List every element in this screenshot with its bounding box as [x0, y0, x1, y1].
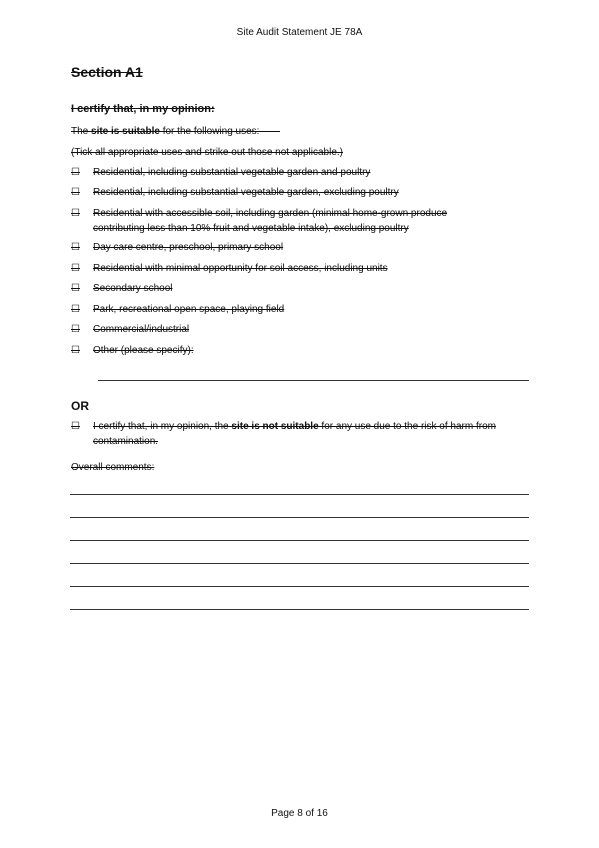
checkbox-icon[interactable]: ☐	[71, 324, 80, 335]
use-option-5[interactable]	[71, 261, 531, 276]
checkbox-icon[interactable]: ☐	[71, 304, 80, 315]
not-suitable-prefix: I certify that, in my opinion, the	[93, 421, 232, 432]
use-option-label: Commercial/industrial	[93, 324, 190, 335]
use-option-6[interactable]	[71, 281, 531, 296]
certify-heading	[71, 103, 215, 115]
not-suitable-option[interactable]	[71, 419, 521, 449]
comment-line[interactable]	[70, 586, 529, 587]
comment-line[interactable]	[70, 609, 529, 610]
not-suitable-label	[93, 419, 521, 449]
use-option-label: Day care centre, preschool, primary school	[93, 242, 284, 253]
use-option-label: Residential, including substantial vegetable garden and poultry	[93, 167, 371, 178]
checkbox-icon[interactable]: ☐	[71, 242, 80, 253]
page-number: Page 8 of 16	[271, 808, 328, 819]
checkbox-icon[interactable]: ☐	[71, 208, 80, 219]
or-label: OR	[71, 399, 89, 413]
comment-line[interactable]	[70, 563, 529, 564]
comments-label: Overall comments:	[71, 462, 155, 473]
use-option-label: Residential with minimal opportunity for soil access, including units	[93, 263, 388, 274]
instruction-text: (Tick all appropriate uses and strike out those not applicable.)	[71, 147, 343, 158]
use-option-7[interactable]	[71, 302, 531, 317]
intro-strike-line	[71, 131, 280, 132]
use-option-label: Park, recreational open space, playing field	[93, 304, 285, 315]
certify-heading-text: I certify that, in my opinion:	[71, 103, 215, 115]
use-option-1[interactable]	[71, 165, 531, 180]
use-option-label: Residential, including substantial vegetable garden, excluding poultry	[93, 187, 399, 198]
other-specify-field[interactable]	[98, 380, 529, 381]
use-option-3[interactable]	[71, 206, 501, 236]
checkbox-icon[interactable]: ☐	[71, 167, 80, 178]
suitable-intro-prefix: The	[71, 126, 92, 137]
suitable-intro-bold: site is suitable	[91, 126, 160, 137]
suitable-intro-suffix: for the following uses:	[159, 126, 260, 137]
checkbox-icon[interactable]: ☐	[71, 263, 80, 274]
use-option-label: Other (please specify):	[93, 345, 194, 356]
use-option-9[interactable]	[71, 343, 531, 358]
comment-line[interactable]	[70, 494, 529, 495]
checkbox-icon[interactable]: ☐	[71, 283, 80, 294]
section-title-text: Section A1	[71, 64, 143, 80]
use-option-label: Residential with accessible soil, including garden (minimal home-grown produce contributing less than 10% fruit and vegetable intake), excluding poultry	[93, 208, 448, 234]
page-header: Site Audit Statement JE 78A	[236, 27, 363, 38]
checkbox-icon[interactable]: ☐	[71, 187, 80, 198]
section-title	[71, 64, 143, 80]
comment-line[interactable]	[70, 517, 529, 518]
comment-line[interactable]	[70, 540, 529, 541]
not-suitable-bold: site is not suitable	[231, 421, 319, 432]
not-suitable-suffix: for any use due to the risk of harm from contamination.	[93, 421, 496, 447]
use-option-2[interactable]	[71, 185, 531, 200]
checkbox-icon[interactable]: ☐	[71, 345, 80, 356]
checkbox-icon[interactable]: ☐	[71, 421, 80, 432]
use-option-8[interactable]	[71, 322, 531, 337]
use-option-label: Secondary school	[93, 283, 173, 294]
use-option-4[interactable]	[71, 240, 531, 255]
